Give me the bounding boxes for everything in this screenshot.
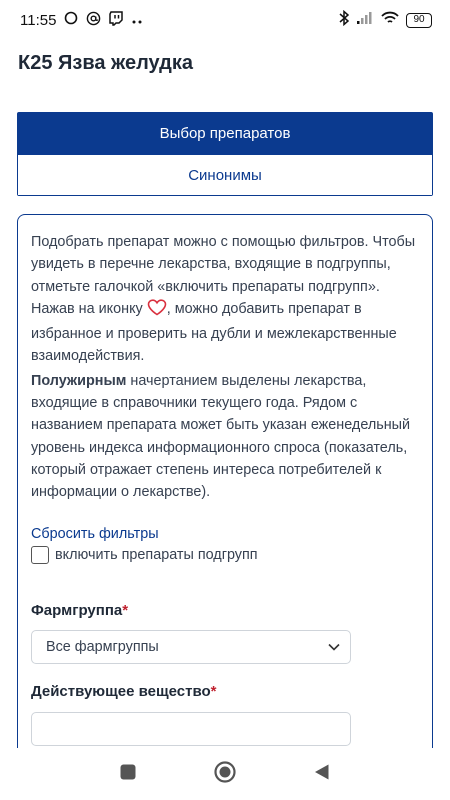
heart-icon xyxy=(147,299,167,323)
status-time: 11:55 xyxy=(20,11,57,29)
substance-label-text: Действующее вещество xyxy=(31,682,211,700)
recent-apps-button[interactable] xyxy=(108,754,148,794)
pharm-group-label xyxy=(31,602,420,619)
info-text-part-2: , можно добавить препарат в избранное и проверить на дубли и межлекарственные взаимодействия. xyxy=(31,300,397,365)
substance-label xyxy=(31,683,420,700)
tab-synonyms[interactable]: Синонимы xyxy=(18,154,432,195)
pharm-group-label-text: Фармгруппа xyxy=(31,601,123,619)
status-bar-right xyxy=(339,10,432,30)
filter-panel xyxy=(17,214,433,754)
status-bar xyxy=(0,0,450,40)
info-text-part-3: начертанием выделены лекарства, входящие в справочники текущего года. Рядом с названием препарата может быть указан еженедельный уровень индекса информационного спроса (показатель, который отражает степень интереса потребителей к информации о лекарстве). xyxy=(31,372,411,501)
battery-indicator: 90 xyxy=(406,13,432,28)
include-subgroups-row xyxy=(31,546,420,564)
pharm-group-select[interactable] xyxy=(31,630,351,664)
chevron-down-icon xyxy=(328,639,340,655)
signal-icon xyxy=(356,11,374,29)
circle-icon xyxy=(64,11,78,29)
info-bold-word: Полужирным xyxy=(31,372,127,389)
required-mark: * xyxy=(210,682,217,700)
reset-filters-link[interactable]: Сбросить фильтры xyxy=(31,525,159,542)
more-dots-icon xyxy=(131,12,143,29)
status-bar-left xyxy=(20,11,143,30)
page-title: К25 Язва желудка xyxy=(18,52,193,74)
substance-select[interactable] xyxy=(31,712,351,746)
back-triangle-icon xyxy=(313,763,331,786)
tab-group xyxy=(17,112,433,196)
back-button[interactable] xyxy=(302,754,342,794)
home-button[interactable] xyxy=(205,754,245,794)
home-circle-icon xyxy=(213,760,237,789)
system-nav-bar xyxy=(0,748,450,800)
at-icon xyxy=(86,11,101,30)
info-paragraph-2 xyxy=(31,370,420,504)
pharm-group-value: Все фармгруппы xyxy=(46,638,159,655)
info-paragraph-1 xyxy=(31,231,420,368)
required-mark: * xyxy=(122,601,129,619)
wifi-icon xyxy=(381,11,399,29)
bluetooth-icon xyxy=(339,10,349,30)
tab-drug-selection[interactable]: Выбор препаратов xyxy=(18,113,432,154)
square-icon xyxy=(120,764,136,785)
include-subgroups-label: включить препараты подгрупп xyxy=(55,546,258,563)
info-text-part-1: Подобрать препарат можно с помощью фильтров. Чтобы увидеть в перечне лекарства, входящие в подгруппы, отметьте галочкой «включить препараты подгрупп». Нажав на иконку xyxy=(31,234,416,317)
twitch-icon xyxy=(109,11,123,30)
include-subgroups-checkbox[interactable] xyxy=(31,546,49,564)
info-text xyxy=(31,231,420,504)
